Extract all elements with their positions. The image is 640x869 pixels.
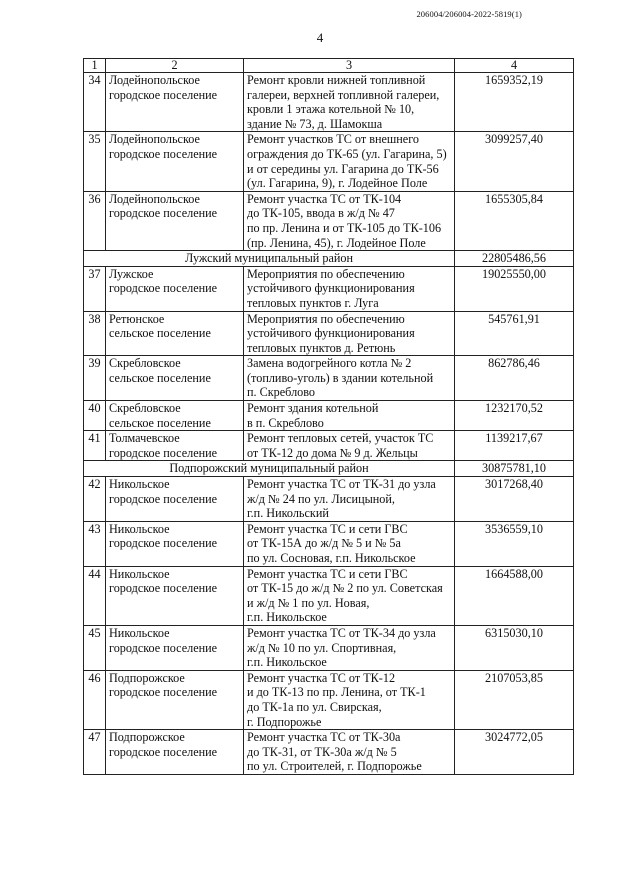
settlement-name: Лодейнопольское городское поселение (106, 191, 244, 250)
header-cell-2: 2 (106, 59, 244, 73)
row-number: 46 (84, 670, 106, 729)
work-description: Замена водогрейного котла № 2 (топливо-уголь) в здании котельной п. Скреблово (244, 356, 455, 401)
table-body (84, 59, 574, 775)
settlement-name: Никольское городское поселение (106, 625, 244, 670)
funding-amount: 3536559,10 (455, 521, 574, 566)
district-total: 22805486,56 (455, 251, 574, 267)
work-description: Мероприятия по обеспечению устойчивого функционирования тепловых пунктов г. Луга (244, 266, 455, 311)
settlement-name: Никольское городское поселение (106, 521, 244, 566)
funding-amount: 1655305,84 (455, 191, 574, 250)
funding-amount: 1139217,67 (455, 431, 574, 461)
settlement-name: Ретюнское сельское поселение (106, 311, 244, 356)
row-number: 41 (84, 431, 106, 461)
table-row (84, 266, 574, 311)
work-description: Ремонт кровли нижней топливной галереи, верхней топливной галереи, кровли 1 этажа котельной № 10, здание № 73, д. Шамокша (244, 73, 455, 132)
row-number: 38 (84, 311, 106, 356)
work-description: Мероприятия по обеспечению устойчивого функционирования тепловых пунктов д. Ретюнь (244, 311, 455, 356)
settlement-name: Скребловское сельское поселение (106, 401, 244, 431)
funding-table (83, 58, 574, 775)
header-cell-3: 3 (244, 59, 455, 73)
work-description: Ремонт участка ТС от ТК-30а до ТК-31, от ТК-30а ж/д № 5 по ул. Строителей, г. Подпорожье (244, 730, 455, 775)
district-total: 30875781,10 (455, 461, 574, 477)
settlement-name: Никольское городское поселение (106, 477, 244, 522)
funding-amount: 3024772,05 (455, 730, 574, 775)
row-number: 36 (84, 191, 106, 250)
document-id: 206004/206004-2022-5819(1) (416, 9, 522, 19)
table-row (84, 132, 574, 191)
table-row (84, 566, 574, 625)
row-number: 34 (84, 73, 106, 132)
row-number: 47 (84, 730, 106, 775)
row-number: 39 (84, 356, 106, 401)
work-description: Ремонт участка ТС от ТК-104 до ТК-105, ввода в ж/д № 47 по пр. Ленина и от ТК-105 до ТК-106 (пр. Ленина, 45), г. Лодейное Поле (244, 191, 455, 250)
table-row (84, 730, 574, 775)
settlement-name: Лодейнопольское городское поселение (106, 73, 244, 132)
row-number: 42 (84, 477, 106, 522)
row-number: 44 (84, 566, 106, 625)
table-row (84, 670, 574, 729)
row-number: 37 (84, 266, 106, 311)
table-row (84, 73, 574, 132)
funding-amount: 1659352,19 (455, 73, 574, 132)
settlement-name: Лодейнопольское городское поселение (106, 132, 244, 191)
table-row (84, 431, 574, 461)
funding-amount: 19025550,00 (455, 266, 574, 311)
funding-amount: 1232170,52 (455, 401, 574, 431)
row-number: 35 (84, 132, 106, 191)
row-number: 43 (84, 521, 106, 566)
funding-amount: 3099257,40 (455, 132, 574, 191)
funding-amount: 2107053,85 (455, 670, 574, 729)
settlement-name: Скребловское сельское поселение (106, 356, 244, 401)
table-row (84, 311, 574, 356)
work-description: Ремонт участка ТС от ТК-31 до узла ж/д № 24 по ул. Лисицыной, г.п. Никольский (244, 477, 455, 522)
page-number: 4 (316, 30, 324, 45)
settlement-name: Лужское городское поселение (106, 266, 244, 311)
district-row (84, 461, 574, 477)
work-description: Ремонт участка ТС и сети ГВС от ТК-15А до ж/д № 5 и № 5а по ул. Сосновая, г.п. Никольское (244, 521, 455, 566)
funding-amount: 6315030,10 (455, 625, 574, 670)
work-description: Ремонт участков ТС от внешнего ограждения до ТК-65 (ул. Гагарина, 5) и от середины ул. Гагарина до ТК-56 (ул. Гагарина, 9), г. Лодейное Поле (244, 132, 455, 191)
table-row (84, 477, 574, 522)
header-row (84, 59, 574, 73)
district-name: Подпорожский муниципальный район (84, 461, 455, 477)
work-description: Ремонт участка ТС от ТК-34 до узла ж/д № 10 по ул. Спортивная, г.п. Никольское (244, 625, 455, 670)
table-row (84, 521, 574, 566)
settlement-name: Толмачевское городское поселение (106, 431, 244, 461)
table-row (84, 191, 574, 250)
district-name: Лужский муниципальный район (84, 251, 455, 267)
settlement-name: Подпорожское городское поселение (106, 730, 244, 775)
table-row (84, 356, 574, 401)
funding-amount: 862786,46 (455, 356, 574, 401)
table-row (84, 625, 574, 670)
work-description: Ремонт тепловых сетей, участок ТС от ТК-12 до дома № 9 д. Жельцы (244, 431, 455, 461)
work-description: Ремонт участка ТС и сети ГВС от ТК-15 до ж/д № 2 по ул. Советская и ж/д № 1 по ул. Новая, г.п. Никольское (244, 566, 455, 625)
district-row (84, 251, 574, 267)
header-cell-1: 1 (84, 59, 106, 73)
table-row (84, 401, 574, 431)
row-number: 45 (84, 625, 106, 670)
funding-amount: 545761,91 (455, 311, 574, 356)
settlement-name: Подпорожское городское поселение (106, 670, 244, 729)
work-description: Ремонт участка ТС от ТК-12 и до ТК-13 по пр. Ленина, от ТК-1 до ТК-1а по ул. Свирская, г. Подпорожье (244, 670, 455, 729)
header-cell-4: 4 (455, 59, 574, 73)
funding-amount: 3017268,40 (455, 477, 574, 522)
row-number: 40 (84, 401, 106, 431)
work-description: Ремонт здания котельной в п. Скреблово (244, 401, 455, 431)
settlement-name: Никольское городское поселение (106, 566, 244, 625)
funding-amount: 1664588,00 (455, 566, 574, 625)
